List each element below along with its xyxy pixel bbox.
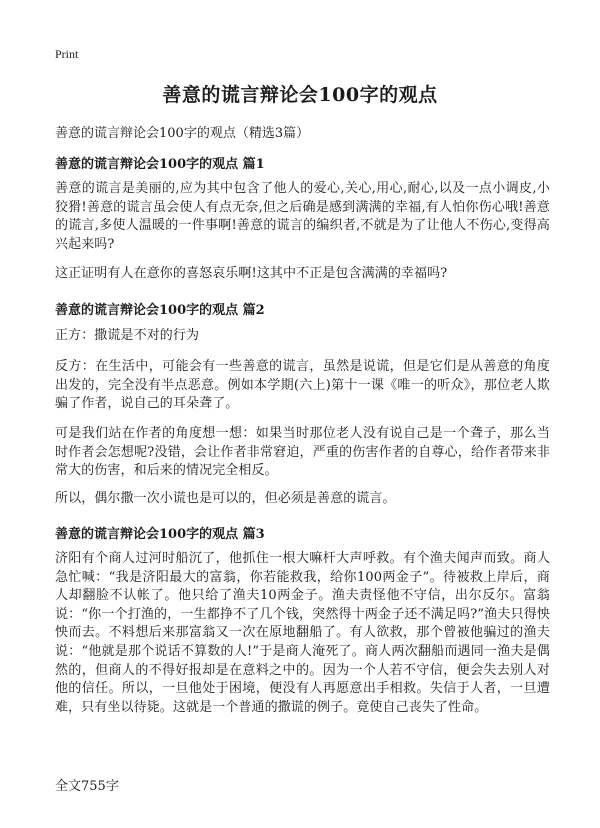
section-heading-3: 善意的谎言辩论会100字的观点 篇3 [55,527,265,542]
section-heading-1: 善意的谎言辩论会100字的观点 篇1 [55,157,265,172]
section-2-paragraph-3: 可是我们站在作者的角度想一想：如果当时那位老人没有说自己是一个聋子，那么当时作者会怎想呢?没错，会让作者非常窘迫，严重的伤害作者的自尊心，给作者带来非常大的伤害，和后来的情况完全相反。 [55,426,550,479]
section-1-paragraph-1: 善意的谎言是美丽的,应为其中包含了他人的爱心,关心,用心,耐心,以及一点小调皮,小狡猾!善意的谎言虽会使人有点无奈,但之后确是感到满满的幸福,有人怕你伤心哦!善意的谎言,多使人温暖的一件事啊!善意的谎言的编织者,不就是为了让他人不伤心,变得高兴起来吗? [55,181,550,252]
section-3-paragraph-1: 济阳有个商人过河时船沉了，他抓住一根大嘛杆大声呼救。有个渔夫闻声而致。商人急忙喊：“我是济阳最大的富翁，你若能救我，给你100两金子”。待被救上岸后，商人却翻脸不认帐了。他只给了渔夫10两金子。渔夫责怪他不守信，出尔反尔。富翁说：“你一个打渔的，一生都挣不了几个钱，突然得十两金子还不满足吗?”渔夫只得怏怏而去。不料想后来那富翁又一次在原地翻船了。有人欲救，那个曾被他骗过的渔夫说：“他就是那个说话不算数的人!”于是商人淹死了。商人两次翻船而遇同一渔夫是偶然的，但商人的不得好报却是在意料之中的。因为一个人若不守信，便会失去别人对他的信任。所以，一旦他处于困境，便没有人再愿意出手相救。失信于人者，一旦遭难，只有坐以待毙。这就是一个普通的撒谎的例子。竟使自己丧失了性命。 [55,551,550,715]
document-subtitle: 善意的谎言辩论会100字的观点（精选3篇） [55,126,310,141]
word-count: 全文755字 [55,779,119,794]
print-link[interactable]: Print [55,47,79,61]
section-2-paragraph-4: 所以，偶尔撒一次小谎也是可以的，但必须是善意的谎言。 [55,491,396,506]
section-1-paragraph-2: 这正证明有人在意你的喜怒哀乐啊!这其中不正是包含满满的幸福吗? [55,266,448,281]
section-heading-2: 善意的谎言辩论会100字的观点 篇2 [55,303,265,318]
section-2-paragraph-1: 正方：撒谎是不对的行为 [55,328,200,343]
document-title: 善意的谎言辩论会100字的观点 [162,84,438,106]
section-2-paragraph-2: 反方：在生活中，可能会有一些善意的谎言，虽然是说谎，但是它们是从善意的角度出发的，完全没有半点恶意。例如本学期(六上)第十一课《唯一的听众》，那位老人欺骗了作者，说自己的耳朵聋了。 [55,359,550,412]
